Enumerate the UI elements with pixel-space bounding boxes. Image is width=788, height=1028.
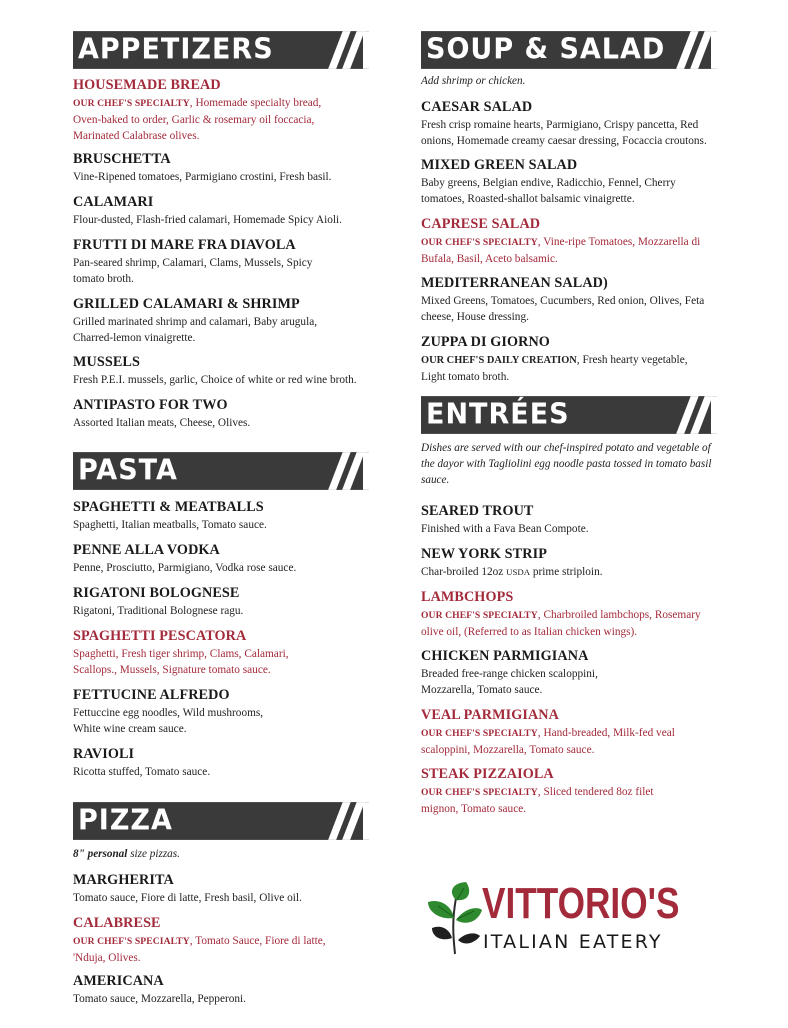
item-desc: OUR CHEF'S SPECIALTY, Hand-breaded, Milk-fed veal scaloppini, Mozzarella, Tomato sauce. [421, 727, 675, 756]
entrees-title: ENTRÉES [426, 398, 570, 431]
item-name: BRUSCHETTA [73, 151, 171, 167]
item-name: CAESAR SALAD [421, 99, 533, 115]
menu-item [73, 77, 373, 144]
menu-item [421, 157, 721, 207]
item-desc: Breaded free-range chicken scaloppini, Mozzarella, Tomato sauce. [421, 668, 598, 696]
item-desc: Grilled marinated shrimp and calamari, Baby arugula, Charred-lemon vinaigrette. [73, 316, 318, 344]
item-name: RAVIOLI [73, 746, 135, 762]
pasta-header [73, 452, 369, 490]
brand-name: VITTORIO'S [482, 879, 680, 928]
pizza-header [73, 802, 369, 840]
appetizers-header [73, 31, 369, 69]
restaurant-logo [426, 878, 726, 958]
chef-specialty-tag: OUR CHEF'S SPECIALTY [421, 728, 538, 739]
menu-item [73, 151, 373, 185]
item-desc: Spaghetti, Fresh tiger shrimp, Clams, Calamari, Scallops., Mussels, Signature tomato sauce. [73, 648, 289, 676]
menu-item [421, 766, 721, 817]
item-desc: Flour-dusted, Flash-fried calamari, Homemade Spicy Aioli. [73, 214, 342, 226]
menu-item [421, 648, 721, 698]
soup-salad-header [421, 31, 717, 69]
leaf-icon [426, 880, 484, 956]
item-name: CHICKEN PARMIGIANA [421, 648, 589, 664]
menu-item [421, 275, 721, 325]
appetizers-title: APPETIZERS [78, 33, 274, 66]
pizza-note: 8" personal size pizzas. [73, 848, 180, 860]
item-desc: Assorted Italian meats, Cheese, Olives. [73, 417, 251, 429]
item-name: GRILLED CALAMARI & SHRIMP [73, 296, 300, 312]
item-desc: Tomato sauce, Mozzarella, Pepperoni. [73, 993, 246, 1005]
menu-item [421, 216, 721, 267]
menu-item [73, 915, 373, 966]
item-name: AMERICANA [73, 973, 164, 989]
item-desc: Baby greens, Belgian endive, Radicchio, Fennel, Cherry tomatoes, Roasted-shallot balsamic vinaigrette. [421, 177, 676, 205]
item-name: CALAMARI [73, 194, 154, 210]
menu-item [73, 628, 373, 678]
daily-creation-tag: OUR CHEF'S DAILY CREATION [421, 355, 577, 366]
item-desc: Rigatoni, Traditional Bolognese ragu. [73, 605, 244, 617]
item-desc: Ricotta stuffed, Tomato sauce. [73, 766, 211, 778]
item-name: ANTIPASTO FOR TWO [73, 397, 228, 413]
chef-specialty-tag: OUR CHEF'S SPECIALTY [73, 936, 190, 947]
item-name: STEAK PIZZAIOLA [421, 766, 554, 782]
menu-item [73, 872, 373, 906]
item-desc: Mixed Greens, Tomatoes, Cucumbers, Red onion, Olives, Feta cheese, House dressing. [421, 295, 705, 323]
soup-salad-title: SOUP & SALAD [426, 33, 666, 66]
brand-subtitle: ITALIAN EATERY [483, 931, 663, 953]
menu-item [73, 542, 373, 576]
item-desc: OUR CHEF'S DAILY CREATION, Fresh hearty vegetable, Light tomato broth. [421, 354, 688, 383]
menu-item [73, 354, 373, 388]
menu-item [421, 503, 721, 537]
item-desc: OUR CHEF'S SPECIALTY, Tomato Sauce, Fiore di latte, 'Nduja, Olives. [73, 935, 326, 964]
entrees-note: Dishes are served with our chef-inspired potato and vegetable of the dayor with Tagliolini egg noodle pasta tossed in tomato basil sauce. [421, 442, 712, 486]
chef-specialty-tag: OUR CHEF'S SPECIALTY [421, 610, 538, 621]
menu-item [73, 194, 373, 228]
menu-item [73, 973, 373, 1007]
entrees-header [421, 396, 717, 434]
item-desc: Char-broiled 12oz USDA prime striploin. [421, 566, 603, 578]
menu-item [73, 296, 373, 346]
menu-item [421, 707, 721, 758]
item-name: CALABRESE [73, 915, 161, 931]
menu-item [73, 585, 373, 619]
menu-item [421, 99, 721, 149]
item-name: MEDITERRANEAN SALAD) [421, 275, 608, 291]
item-desc: Fresh P.E.I. mussels, garlic, Choice of white or red wine broth. [73, 374, 357, 386]
item-name: SPAGHETTI PESCATORA [73, 628, 247, 644]
item-name: SPAGHETTI & MEATBALLS [73, 499, 264, 515]
menu-item [421, 334, 721, 385]
item-desc: OUR CHEF'S SPECIALTY, Charbroiled lambchops, Rosemary olive oil, (Referred to as Italian chicken wings). [421, 609, 701, 638]
item-name: VEAL PARMIGIANA [421, 707, 559, 723]
item-desc: OUR CHEF'S SPECIALTY, Vine-ripe Tomatoes, Mozzarella di Bufala, Basil, Aceto balsamic. [421, 236, 701, 265]
item-name: ZUPPA DI GIORNO [421, 334, 550, 350]
item-name: NEW YORK STRIP [421, 546, 547, 562]
item-name: MARGHERITA [73, 872, 174, 888]
item-name: MUSSELS [73, 354, 140, 370]
item-name: MIXED GREEN SALAD [421, 157, 578, 173]
item-desc: OUR CHEF'S SPECIALTY, Sliced tendered 8oz filet mignon, Tomato sauce. [421, 786, 654, 815]
item-desc: Fettuccine egg noodles, Wild mushrooms, White wine cream sauce. [73, 707, 264, 735]
item-name: FETTUCINE ALFREDO [73, 687, 230, 703]
menu-item [73, 687, 373, 737]
item-desc: Spaghetti, Italian meatballs, Tomato sauce. [73, 519, 267, 531]
menu-item [73, 746, 373, 780]
soup-note: Add shrimp or chicken. [421, 75, 526, 87]
item-name: HOUSEMADE BREAD [73, 77, 221, 93]
menu-item [421, 589, 721, 640]
item-desc: Finished with a Fava Bean Compote. [421, 523, 589, 535]
chef-specialty-tag: OUR CHEF'S SPECIALTY [421, 237, 538, 248]
item-desc: Vine-Ripened tomatoes, Parmigiano crostini, Fresh basil. [73, 171, 332, 183]
chef-specialty-tag: OUR CHEF'S SPECIALTY [421, 787, 538, 798]
item-desc: Pan-seared shrimp, Calamari, Clams, Mussels, Spicy tomato broth. [73, 257, 313, 285]
item-desc: Fresh crisp romaine hearts, Parmigiano, Crispy pancetta, Red onions, Homemade creamy caesar dressing, Focaccia croutons. [421, 119, 707, 147]
menu-item [73, 397, 373, 431]
chef-specialty-tag: OUR CHEF'S SPECIALTY [73, 98, 190, 109]
menu-item [73, 237, 373, 287]
pizza-title: PIZZA [78, 804, 173, 837]
item-name: SEARED TROUT [421, 503, 534, 519]
item-name: CAPRESE SALAD [421, 216, 541, 232]
item-name: RIGATONI BOLOGNESE [73, 585, 240, 601]
item-desc: Tomato sauce, Fiore di latte, Fresh basil, Olive oil. [73, 892, 302, 904]
menu-item [73, 499, 373, 533]
item-name: FRUTTI DI MARE FRA DIAVOLA [73, 237, 296, 253]
item-desc: Penne, Prosciutto, Parmigiano, Vodka rose sauce. [73, 562, 297, 574]
pasta-title: PASTA [78, 454, 178, 487]
item-name: LAMBCHOPS [421, 589, 514, 605]
item-name: PENNE ALLA VODKA [73, 542, 220, 558]
item-desc: OUR CHEF'S SPECIALTY, Homemade specialty bread, Oven-baked to order, Garlic & rosemary oil foccacia, Marinated Calabrase olives. [73, 97, 322, 142]
menu-item [421, 546, 721, 580]
